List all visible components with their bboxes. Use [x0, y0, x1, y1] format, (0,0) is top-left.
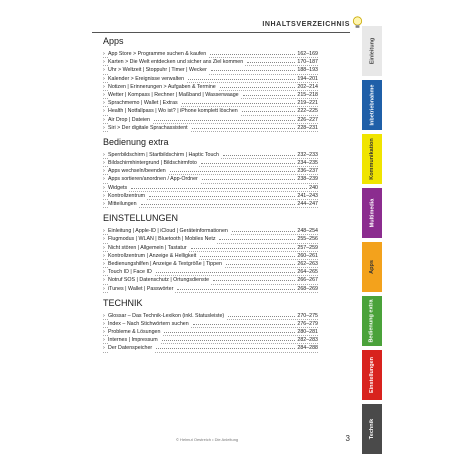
toc-entry[interactable] [103, 285, 318, 293]
chapter-tab-label: Apps [369, 260, 375, 274]
toc-entry[interactable] [103, 167, 318, 175]
toc-entry[interactable] [103, 159, 318, 167]
toc-entry[interactable] [103, 58, 318, 66]
dot-leader [211, 70, 296, 71]
chapter-tabs [362, 14, 382, 446]
entry-pages: 268–269 [297, 285, 318, 292]
toc-entry[interactable] [103, 235, 318, 243]
entry-pages: 244–247 [297, 201, 318, 207]
chapter-tab[interactable] [362, 242, 382, 292]
bullet-arrow-icon: › [103, 201, 105, 207]
toc-entry[interactable] [103, 83, 318, 91]
toc-entry[interactable] [103, 260, 318, 268]
entry-pages: 276–279 [297, 320, 318, 327]
entry-title: Sperrbildschirm | Startbildschirm | Haptic Touch [108, 151, 219, 158]
dot-leader [164, 332, 295, 333]
toc-entry[interactable] [103, 192, 318, 200]
chapter-tab-label: Kommunikation [369, 138, 375, 180]
entry-pages: 282–283 [297, 337, 318, 344]
entry-pages: 194–201 [297, 75, 318, 82]
entry-title: Flugmodus | WLAN | Bluetooth | Mobiles Netz [108, 236, 216, 243]
dot-leader [242, 111, 296, 112]
entry-pages: 234–235 [297, 160, 318, 167]
entry-pages: 238–239 [297, 176, 318, 183]
chapter-tab[interactable] [362, 296, 382, 346]
entry-title: Kontrollzentrum | Anzeige & Helligkeit [108, 252, 197, 259]
entry-pages: 228–231 [297, 124, 318, 131]
chapter-tab[interactable] [362, 80, 382, 130]
toc-entry[interactable] [103, 116, 318, 124]
dot-leader [188, 79, 295, 80]
toc-entry[interactable] [103, 312, 318, 320]
entry-title: App Store > Programme suchen & kaufen [108, 51, 207, 57]
entry-pages: 266–267 [297, 277, 318, 284]
dot-leader [226, 264, 295, 265]
bullet-arrow-icon: › [103, 192, 105, 199]
bullet-arrow-icon: › [103, 59, 105, 66]
entry-pages: 260–261 [297, 252, 318, 259]
entry-title: Apps sortieren/anordnen / App-Ordner [108, 176, 198, 183]
entry-pages: 257–259 [297, 244, 318, 251]
entry-title: Widgets [108, 184, 128, 191]
dot-leader [192, 128, 296, 129]
entry-title: Air Drop | Dateien [108, 116, 151, 123]
bullet-arrow-icon: › [103, 244, 105, 251]
toc-entry[interactable] [103, 50, 318, 58]
bullet-arrow-icon: › [103, 151, 105, 158]
toc-entry[interactable] [103, 99, 318, 107]
toc-entry[interactable] [103, 268, 318, 276]
dot-leader [232, 231, 296, 232]
entry-title: Glossar – Das Technik-Lexikon (inkl. Statusleiste) [108, 312, 225, 319]
bullet-arrow-icon: › [103, 91, 105, 98]
dot-leader [243, 95, 296, 96]
bullet-arrow-icon: › [103, 260, 105, 267]
entry-title: Touch ID | Face ID [108, 269, 152, 276]
header-rule [92, 32, 350, 33]
dot-leader [200, 256, 295, 257]
dot-leader [202, 179, 296, 180]
toc-entry[interactable] [103, 276, 318, 284]
entry-title: Uhr > Weltzeit | Stoppuhr | Timer | Wecker [108, 67, 207, 74]
section-title: Bedienung extra [103, 136, 169, 147]
toc-entry[interactable] [103, 107, 318, 115]
page-number: 3 [345, 434, 350, 443]
entry-title: Kontrollzentrum [108, 192, 146, 199]
section-title: TECHNIK [103, 297, 143, 308]
toc-entry[interactable] [103, 328, 318, 336]
dot-leader [141, 204, 296, 205]
entry-pages: 270–275 [297, 312, 318, 319]
dot-leader [247, 62, 295, 63]
page-header [92, 20, 360, 33]
bullet-arrow-icon: › [103, 184, 105, 191]
entry-pages: 170–187 [297, 59, 318, 66]
dot-leader [170, 171, 296, 172]
entry-title: Mitteilungen [108, 201, 137, 207]
dot-leader [156, 272, 296, 273]
entry-title: Kalender > Ereignisse verwalten [108, 75, 185, 82]
bullet-arrow-icon: › [103, 75, 105, 82]
entry-pages: 240 [309, 184, 318, 191]
entry-title: Einleitung | Apple-ID | iCloud | Geräteinformationen [108, 228, 228, 235]
entry-pages: 284–288 [297, 345, 318, 352]
entry-pages: 232–233 [297, 151, 318, 158]
entry-pages: 255–256 [297, 236, 318, 243]
toc-entry[interactable] [103, 124, 318, 132]
bullet-arrow-icon: › [103, 228, 105, 235]
dot-leader [191, 248, 296, 249]
chapter-tab[interactable] [362, 350, 382, 400]
bullet-arrow-icon: › [103, 160, 105, 167]
section-title: EINSTELLUNGEN [103, 213, 179, 224]
chapter-tab-label: Multimedia [369, 198, 376, 228]
entry-pages: 202–214 [297, 83, 318, 90]
footer-credit: © Helmut Oestreich • Die Anleitung [176, 437, 239, 442]
bullet-arrow-icon: › [103, 312, 105, 319]
chapter-tab-label: Bedienung extra [369, 299, 375, 343]
entry-title: Health | Notfallpass | Wo ist? | iPhone komplett löschen [108, 108, 238, 115]
dot-leader [156, 348, 295, 349]
bullet-arrow-icon: › [103, 100, 105, 107]
bullet-arrow-icon: › [103, 176, 105, 183]
section-title: Apps [103, 36, 124, 46]
toc-entry[interactable] [103, 66, 318, 74]
chapter-tab[interactable] [362, 26, 382, 76]
entry-pages: 236–237 [297, 168, 318, 175]
entry-pages: 215–218 [297, 91, 318, 98]
bullet-arrow-icon: › [103, 67, 105, 74]
dot-leader [149, 196, 295, 197]
entry-pages: 162–169 [297, 51, 318, 57]
bullet-arrow-icon: › [103, 116, 105, 123]
chapter-tab[interactable] [362, 404, 382, 454]
chapter-tab-label: Inbetriebnahme [369, 84, 376, 126]
dot-leader [162, 340, 296, 341]
dot-leader [228, 316, 295, 317]
entry-title: Bedienungshilfen | Anzeige & Textgröße | Tippen [108, 260, 222, 267]
dot-leader [193, 324, 296, 325]
dot-leader [219, 239, 295, 240]
entry-title: iTunes | Wallet | Passwörter [108, 285, 174, 292]
entry-title: Internes | Impressum [108, 337, 158, 344]
entry-title: Wetter | Kompass | Rechner | Maßband | Wasserwaage [108, 91, 239, 98]
chapter-tab[interactable] [362, 188, 382, 238]
bullet-arrow-icon: › [103, 285, 105, 292]
entry-title: Index – Nach Stichwörtern suchen [108, 320, 189, 327]
bullet-arrow-icon: › [103, 337, 105, 344]
toc-section [103, 213, 318, 293]
chapter-tab[interactable] [362, 134, 382, 184]
bullet-arrow-icon: › [103, 124, 105, 131]
chapter-tab-label: Technik [369, 418, 376, 440]
entry-pages: 226–227 [297, 116, 318, 123]
entry-pages: 264–265 [297, 269, 318, 276]
bullet-arrow-icon: › [103, 329, 105, 336]
bullet-arrow-icon: › [103, 277, 105, 284]
bullet-arrow-icon: › [103, 252, 105, 259]
toc-entry[interactable] [103, 75, 318, 83]
entry-pages: 219–221 [297, 100, 318, 107]
toc-entry[interactable] [103, 227, 318, 235]
entry-pages: 262–263 [297, 260, 318, 267]
toc-entry[interactable] [103, 91, 318, 99]
toc-entry[interactable] [103, 336, 318, 344]
chapter-tab-label: Einstellungen [369, 356, 375, 394]
entry-title: Der Datenspeicher [108, 345, 153, 352]
toc-entry[interactable] [103, 184, 318, 192]
bullet-arrow-icon: › [103, 269, 105, 276]
bullet-arrow-icon: › [103, 320, 105, 327]
entry-title: Apps wechseln/beenden [108, 168, 166, 175]
dot-leader [213, 280, 295, 281]
entry-pages: 241–243 [297, 192, 318, 199]
entry-title: Notizen | Erinnerungen > Aufgaben & Termine [108, 83, 216, 90]
bullet-arrow-icon: › [103, 236, 105, 243]
entry-pages: 280–281 [297, 329, 318, 336]
toc-section [103, 137, 318, 208]
bullet-arrow-icon: › [103, 168, 105, 175]
header-title: INHALTSVERZEICHNIS [262, 21, 350, 28]
entry-title: Probleme & Lösungen [108, 329, 161, 336]
dot-leader [210, 54, 295, 55]
bullet-arrow-icon: › [103, 108, 105, 115]
dot-leader [131, 188, 307, 189]
toc-entry[interactable] [103, 151, 318, 159]
table-of-contents [103, 36, 318, 358]
toc-entry[interactable] [103, 200, 318, 208]
entry-title: Karten > Die Welt entdecken und sicher ans Ziel kommen [108, 59, 244, 66]
dot-leader [223, 155, 295, 156]
entry-title: Nicht stören | Allgemein | Tastatur [108, 244, 187, 251]
bullet-arrow-icon: › [103, 345, 105, 352]
dot-leader [201, 163, 296, 164]
bullet-arrow-icon: › [103, 51, 105, 57]
entry-title: Siri > Der digitale Sprachassistent [108, 124, 188, 131]
dot-leader [154, 120, 295, 121]
page-footer [92, 436, 360, 446]
bullet-arrow-icon: › [103, 83, 105, 90]
chapter-tab-label: Einleitung [369, 37, 375, 65]
toc-section [103, 36, 318, 132]
toc-entry[interactable] [103, 344, 318, 352]
dot-leader [177, 289, 295, 290]
dot-leader [220, 87, 296, 88]
dot-leader [182, 103, 296, 104]
toc-section [103, 298, 318, 353]
toc-entry[interactable] [103, 175, 318, 183]
entry-pages: 222–225 [297, 108, 318, 115]
toc-entry[interactable] [103, 320, 318, 328]
entry-pages: 188–193 [297, 67, 318, 74]
entry-pages: 248–254 [297, 228, 318, 235]
entry-title: Notruf SOS | Datenschutz | Ortungsdienste [108, 277, 210, 284]
entry-title: Bildschirmhintergrund | Bildschirmfoto [108, 160, 197, 167]
entry-title: Sprachmemo | Wallet | Extras [108, 100, 178, 107]
toc-entry[interactable] [103, 244, 318, 252]
toc-entry[interactable] [103, 252, 318, 260]
